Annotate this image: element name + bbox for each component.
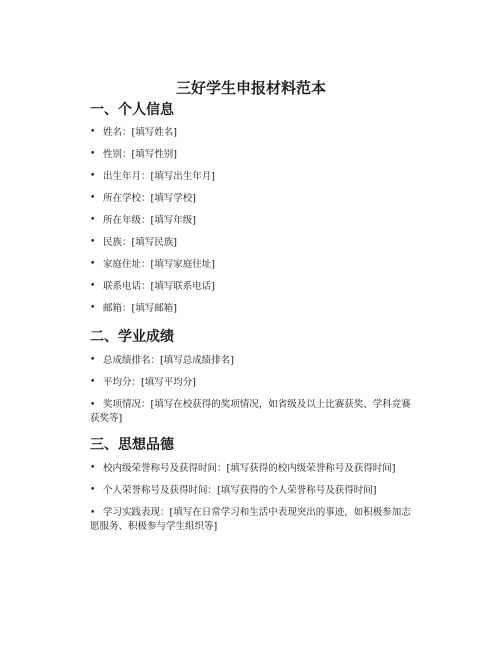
list-item [90, 280, 420, 293]
item-label: 总成绩排名： [103, 355, 161, 366]
item-label: 所在学校： [103, 193, 151, 204]
bullet-icon: • [90, 171, 96, 181]
item-label: 平均分： [103, 377, 142, 388]
item-value: [填写获得的个人荣誉称号及获得时间] [217, 485, 377, 496]
item-value: [填写出生年月] [150, 171, 215, 182]
list-item [90, 236, 420, 249]
bullet-icon: • [90, 259, 96, 269]
bullet-icon: • [90, 149, 96, 159]
list-item [90, 484, 420, 497]
bullet-icon: • [90, 485, 96, 495]
item-value: [填写邮箱] [131, 303, 177, 314]
item-value: [填写民族] [131, 237, 177, 248]
item-value: [填写学校] [150, 193, 196, 204]
bullet-icon: • [90, 215, 96, 225]
item-label: 邮箱： [103, 303, 132, 314]
list-item [90, 354, 420, 367]
item-label: 所在年级： [103, 215, 151, 226]
list-item [90, 462, 420, 475]
list-item [90, 302, 420, 315]
bullet-icon: • [90, 127, 96, 137]
list-item [90, 376, 420, 389]
bullet-icon: • [90, 193, 96, 203]
item-label: 学习实践表现： [103, 507, 170, 518]
moral-list [90, 462, 420, 534]
item-label: 联系电话： [103, 281, 151, 292]
bullet-icon: • [90, 463, 96, 473]
personal-info-list [90, 126, 420, 315]
item-label: 奖项情况： [103, 399, 151, 410]
item-value: [填写平均分] [141, 377, 196, 388]
list-item [90, 170, 420, 183]
list-item [90, 506, 420, 534]
bullet-icon: • [90, 355, 96, 365]
bullet-icon: • [90, 303, 96, 313]
section-heading-academic: 二、学业成绩 [90, 329, 174, 345]
item-value: [填写联系电话] [150, 281, 215, 292]
bullet-icon: • [90, 237, 96, 247]
bullet-icon: • [90, 508, 96, 518]
list-item [90, 148, 420, 161]
item-value: [填写性别] [131, 149, 177, 160]
item-label: 民族： [103, 237, 132, 248]
item-label: 家庭住址： [103, 259, 151, 270]
document-title: 三好学生申报材料范本 [175, 79, 326, 97]
list-item [90, 126, 420, 139]
item-value: [填写家庭住址] [150, 259, 215, 270]
section-heading-moral: 三、思想品德 [90, 437, 174, 453]
bullet-icon: • [90, 377, 96, 387]
list-item [90, 214, 420, 227]
item-label: 性别： [103, 149, 132, 160]
item-value: [填写年级] [150, 215, 196, 226]
bullet-icon: • [90, 281, 96, 291]
item-value: [填写获得的校内级荣誉称号及获得时间] [226, 463, 396, 474]
list-item [90, 192, 420, 205]
item-label: 个人荣誉称号及获得时间： [103, 485, 218, 496]
item-value: [填写总成绩排名] [160, 355, 234, 366]
item-value: [填写在校获得的奖项情况，如省级及以上比赛获奖、学科竞赛获奖等] [90, 399, 411, 424]
list-item [90, 258, 420, 271]
academic-list [90, 354, 420, 426]
item-value: [填写在日常学习和生活中表现突出的事迹，如积极参加志愿服务、积极参与学生组织等] [90, 507, 411, 532]
list-item [90, 398, 420, 426]
bullet-icon: • [90, 400, 96, 410]
item-label: 校内级荣誉称号及获得时间： [103, 463, 227, 474]
section-heading-personal-info: 一、个人信息 [90, 102, 174, 118]
item-label: 出生年月： [103, 171, 151, 182]
item-label: 姓名： [103, 127, 132, 138]
item-value: [填写姓名] [131, 127, 177, 138]
